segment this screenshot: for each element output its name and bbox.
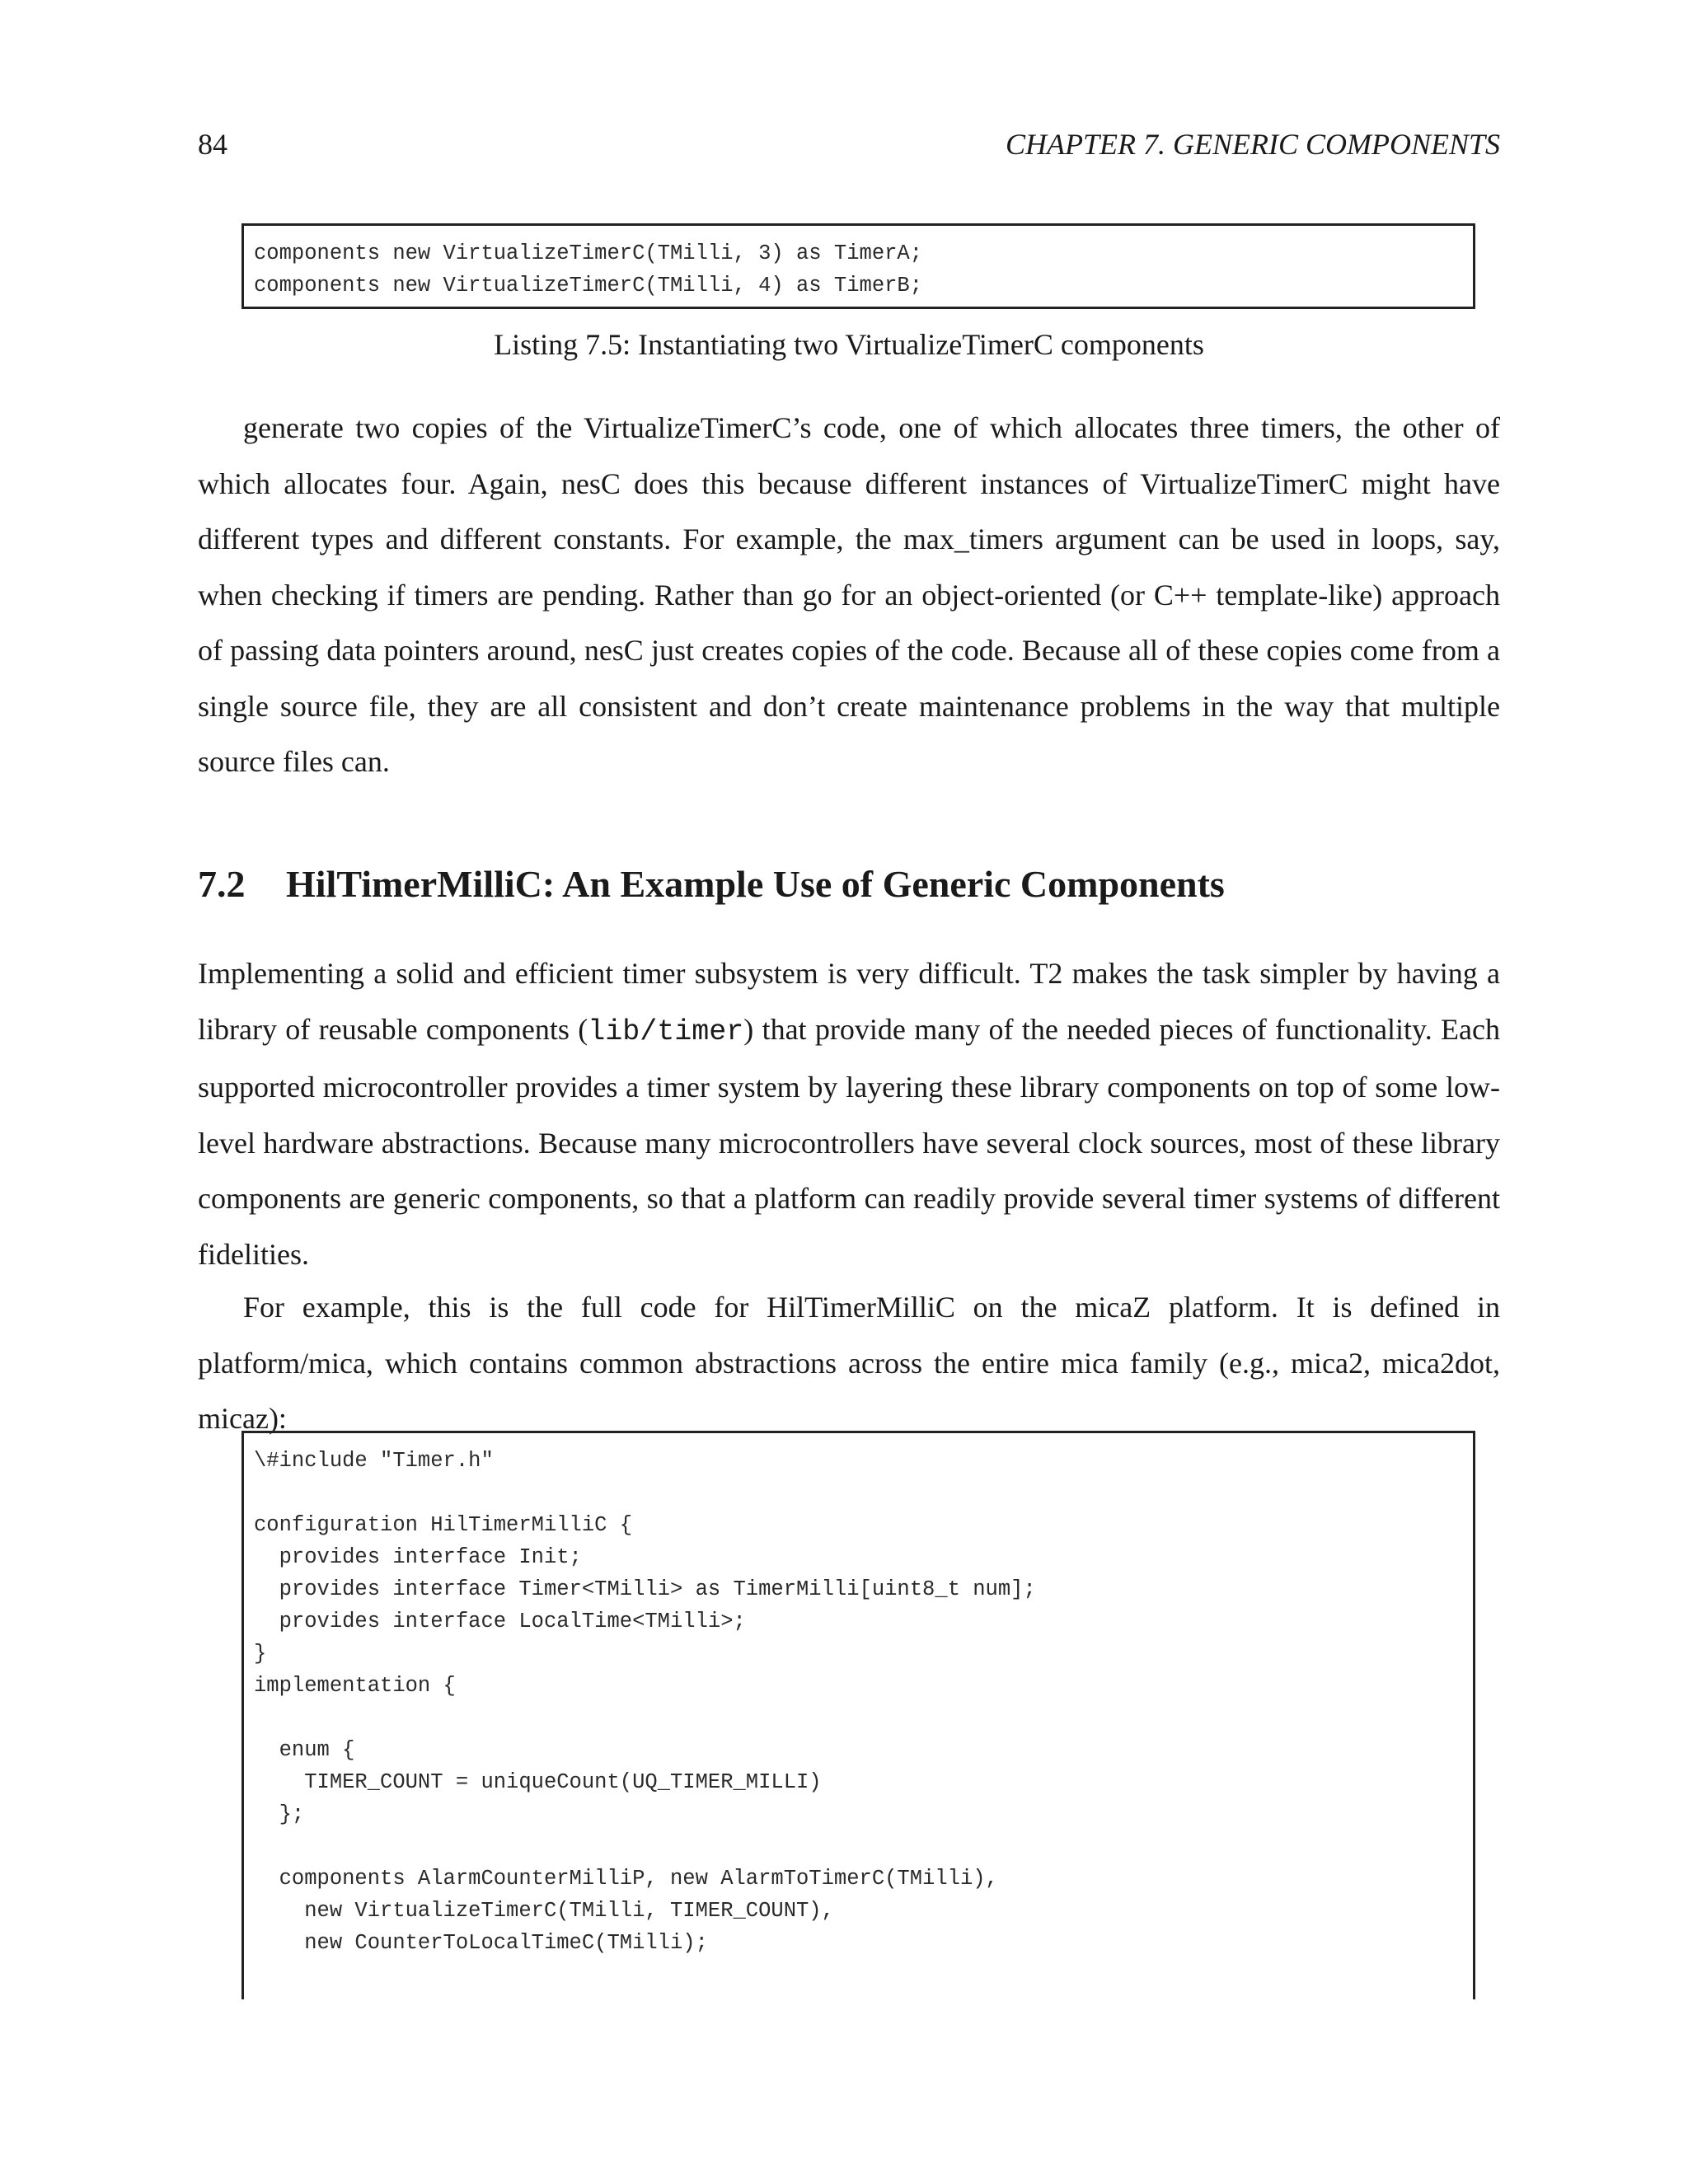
code-line: \#include "Timer.h" [254,1449,494,1473]
section-title: HilTimerMilliC: An Example Use of Generic Components [286,863,1225,905]
code-line [254,1702,1473,1734]
body-paragraph-1: generate two copies of the VirtualizeTimerC’s code, one of which allocates three timers, the other of which allocates four. Again, nesC does this because different instances of VirtualizeTimerC might have different types and different constants. For example, the max_timers argument can be used in loops, say, when checking if timers are pending. Rather than go for an object-oriented (or C++ template-like) approach of passing data pointers around, nesC just creates copies of the code. Because all of these copies come from a single source file, they are all consistent and don’t create maintenance problems in the way that multiple source files can. [198,411,1500,778]
code-line: provides interface LocalTime<TMilli>; [254,1610,746,1633]
chapter-title: CHAPTER 7. GENERIC COMPONENTS [1006,128,1500,161]
code-line: }; [254,1802,305,1826]
code-line: } [254,1642,267,1666]
code-line [254,1830,1473,1863]
code-line [254,1959,1473,1991]
section-number: 7.2 [198,863,246,905]
page-number: 84 [198,128,227,161]
code-line: TIMER_COUNT = uniqueCount(UQ_TIMER_MILLI) [254,1770,822,1794]
paragraph-text: Implementing a solid and efficient timer subsystem is very difficult. T2 makes the task simpler by having a library of reusable components ( [198,957,1500,1046]
code-line: enum { [254,1738,355,1762]
code-line: provides interface Init; [254,1545,582,1569]
code-line: configuration HilTimerMilliC { [254,1513,633,1537]
body-paragraph-3: For example, this is the full code for HilTimerMilliC on the micaZ platform. It is defined in platform/mica, which contains common abstractions across the entire mica family (e.g., mica2, mica2dot, micaz): [198,1291,1500,1435]
code-line: components new VirtualizeTimerC(TMilli, 3) as TimerA; [254,241,923,265]
code-line: implementation { [254,1674,456,1698]
code-line [254,1477,1473,1509]
code-line: new CounterToLocalTimeC(TMilli); [254,1931,708,1955]
section-heading [198,855,1225,913]
code-line: new VirtualizeTimerC(TMilli, TIMER_COUNT), [254,1899,834,1923]
inline-code-path: lib/timer [588,1015,744,1048]
listing-caption: Listing 7.5: Instantiating two VirtualizeTimerC components [494,328,1204,361]
code-line: components new VirtualizeTimerC(TMilli, 4) as TimerB; [254,274,923,298]
code-line: provides interface Timer<TMilli> as TimerMilli[uint8_t num]; [254,1577,1036,1601]
code-listing-hiltimermillic [241,1431,1475,1999]
code-line: components AlarmCounterMilliP, new AlarmToTimerC(TMilli), [254,1867,998,1891]
paragraph-text: ) that provide many of the needed pieces of functionality. Each supported microcontroller provides a timer system by layering these library components on top of some low-level hardware abstractions. Because many microcontrollers have several clock sources, most of these library components are generic components, so that a platform can readily provide several timer systems of different fidelities. [198,1012,1501,1271]
running-header [198,124,1500,165]
body-paragraph-2 [198,946,1500,1282]
code-listing-7-5 [241,223,1475,309]
